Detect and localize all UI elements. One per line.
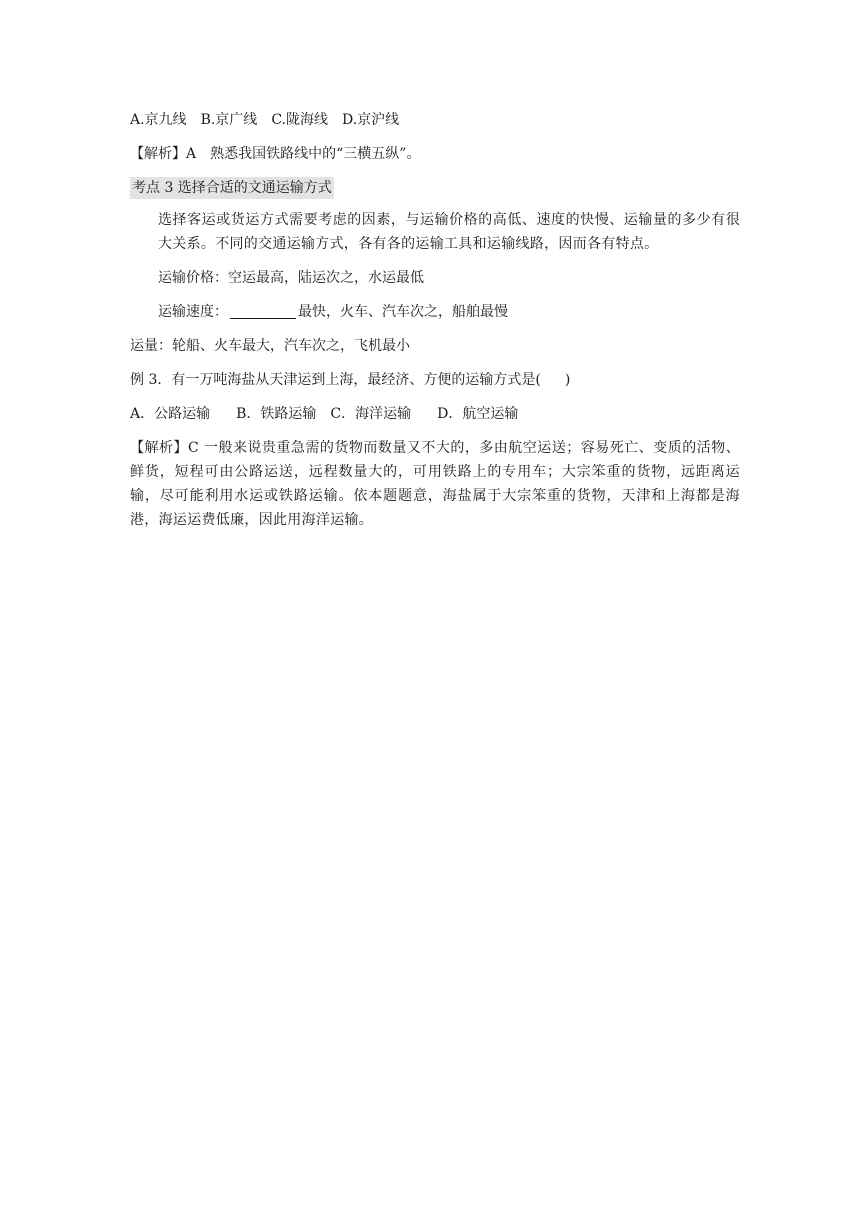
speed-rest: 最快，火车、汽车次之，船舶最慢 — [298, 304, 508, 320]
example-stem-close: ) — [564, 372, 571, 388]
example-option-b: B．铁路运输 — [236, 406, 317, 422]
example-options — [130, 402, 740, 426]
analysis-answer: A — [186, 146, 197, 162]
example-analysis-text: 一般来说贵重急需的货物而数量又不大的，多由航空运送；容易死亡、变质的活物、鲜货，短程可由公路运送，远程数量大的，可用铁路上的专用车；大宗笨重的货物，远距离运输，尽可能利用水运或铁路运输。依本题题意，海盐属于大宗笨重的货物，天津和上海都是海港，海运运费低廉，因此用海洋运输。 — [130, 440, 740, 528]
section-heading-row — [130, 176, 740, 200]
fill-in-blank[interactable] — [230, 302, 296, 319]
volume-line: 运量：轮船、火车最大，汽车次之，飞机最小 — [130, 338, 410, 354]
example-analysis — [130, 436, 740, 532]
example-stem — [130, 368, 740, 392]
document-page — [130, 108, 740, 542]
example-analysis-tag: 【解析】 — [130, 440, 188, 456]
example-stem-end: 到上海，最经济、方便的运输方式是( — [311, 372, 541, 388]
example-option-c: C．海洋运输 — [330, 406, 412, 422]
analysis-text: 熟悉我国铁路线中的“三横五纵”。 — [210, 146, 421, 162]
example-option-d: D．航空运输 — [437, 406, 519, 422]
analysis-tag: 【解析】 — [130, 146, 186, 162]
option-b: B.京广线 — [200, 112, 258, 128]
example-analysis-answer: C — [187, 440, 199, 456]
prev-analysis — [130, 142, 740, 166]
option-c: C.陇海线 — [271, 112, 328, 128]
prev-question-options — [130, 108, 740, 132]
example-stem-start: 例 3．有一万吨海盐从天津运 — [130, 372, 312, 388]
section-intro: 选择客运或货运方式需要考虑的因素，与运输价格的高低、速度的快慢、运输量的多少有很大关系。不同的交通运输方式，各有各的运输工具和运输线路，因而各有特点。 — [158, 212, 740, 252]
option-a: A.京九线 — [130, 112, 187, 128]
option-d: D.京沪线 — [341, 112, 400, 128]
section-heading: 考点 3 选择合适的文通运输方式 — [130, 177, 334, 199]
price-line: 运输价格：空运最高，陆运次之，水运最低 — [158, 270, 424, 286]
example-option-a: A．公路运输 — [130, 406, 211, 422]
speed-label: 运输速度： — [158, 304, 228, 320]
speed-line — [130, 300, 740, 324]
